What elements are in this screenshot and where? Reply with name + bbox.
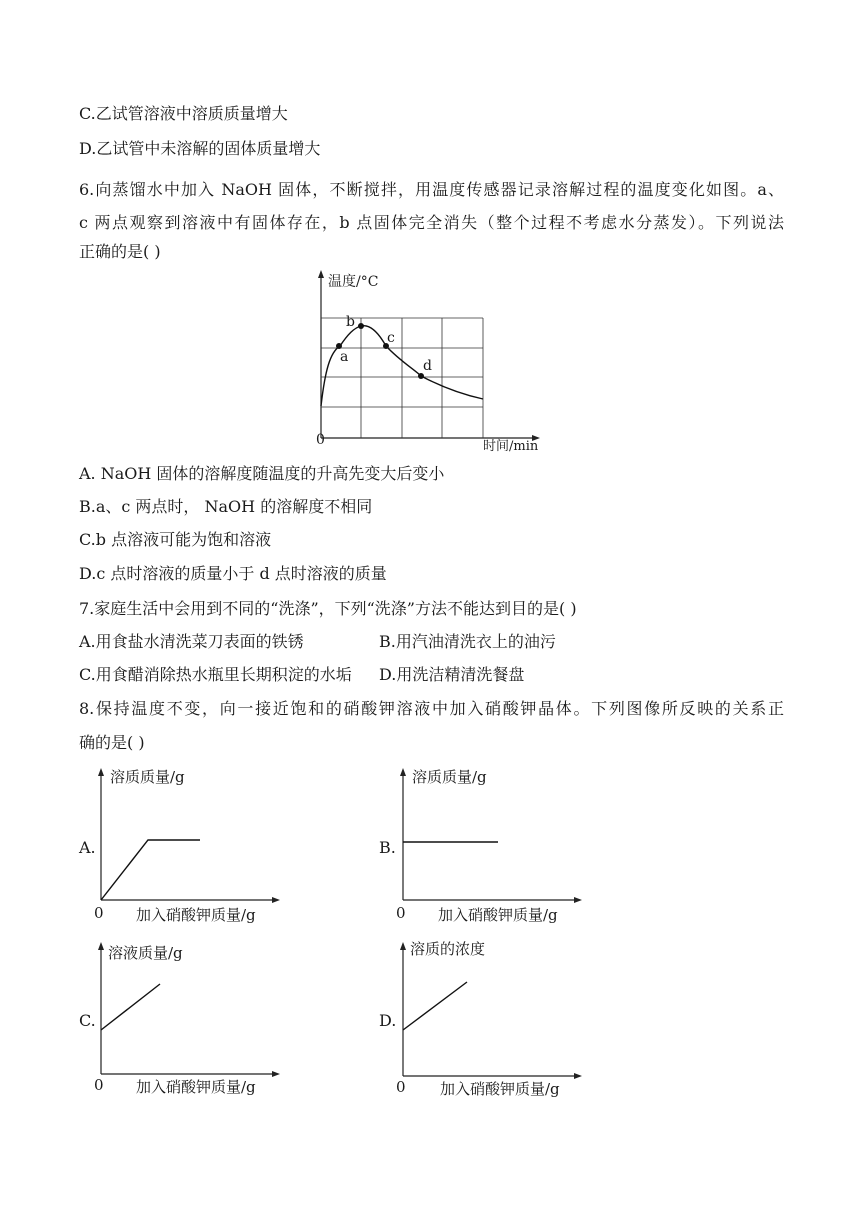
graph-c [90,936,290,1106]
x-axis-label: 时间/min [483,439,539,454]
origin-label: 0 [316,432,325,448]
q7-option-a: A.用食盐水清洗菜刀表面的铁锈 [79,632,304,651]
q6-stem-line1: 6.向蒸馏水中加入 NaOH 固体，不断搅拌，用温度传感器记录溶解过程的温度变化如图。a、 [79,180,784,199]
q6-option-b: B.a、c 两点时， NaOH 的溶解度不相同 [79,497,373,516]
graph-c-xlabel: 加入硝酸钾质量/g [136,1078,256,1096]
q6-temperature-chart [300,266,550,456]
point-c-label: c [387,330,395,346]
graph-d-xlabel: 加入硝酸钾质量/g [440,1080,560,1098]
q5-option-c: C.乙试管溶液中溶质质量增大 [79,104,288,123]
graph-d-origin: 0 [396,1078,406,1096]
graph-c-ylabel: 溶液质量/g [108,944,183,962]
q8-stem-line2: 确的是( ) [79,733,145,752]
graph-b-option: B. [379,838,396,857]
graph-d-line [403,982,467,1030]
graph-b [392,762,592,932]
q6-option-d: D.c 点时溶液的质量小于 d 点时溶液的质量 [79,564,387,583]
graph-a-origin: 0 [94,904,104,922]
q7-option-b: B.用汽油清洗衣上的油污 [379,632,556,651]
graph-d-ylabel: 溶质的浓度 [410,940,486,958]
q6-stem-line3: 正确的是( ) [79,242,161,261]
q5-option-d: D.乙试管中未溶解的固体质量增大 [79,139,321,158]
y-axis-label: 温度/°C [328,274,379,290]
point-b [358,323,364,329]
graph-b-ylabel: 溶质质量/g [412,768,487,786]
graph-a-line [101,840,200,900]
graph-a-ylabel: 溶质质量/g [110,768,185,786]
q6-stem-line2: c 两点观察到溶液中有固体存在，b 点固体完全消失（整个过程不考虑水分蒸发）。下列说法 [79,213,784,232]
graph-a-xlabel: 加入硝酸钾质量/g [136,906,256,924]
point-b-label: b [346,314,355,330]
graph-c-line [101,984,160,1030]
graph-d-option: D. [379,1011,397,1030]
graph-d [392,936,592,1106]
graph-c-option: C. [79,1011,96,1030]
grid [321,318,483,438]
graph-a [90,762,290,932]
q7-option-c: C.用食醋消除热水瓶里长期积淀的水垢 [79,665,352,684]
q6-option-a: A. NaOH 固体的溶解度随温度的升高先变大后变小 [79,464,445,483]
graph-c-origin: 0 [94,1076,104,1094]
q7-option-d: D.用洗洁精清洗餐盘 [379,665,525,684]
point-d-label: d [423,358,432,374]
q7-stem: 7.家庭生活中会用到不同的“洗涤”，下列“洗涤”方法不能达到目的是( ) [79,599,577,618]
graph-b-origin: 0 [396,904,406,922]
q8-stem-line1: 8.保持温度不变，向一接近饱和的硝酸钾溶液中加入硝酸钾晶体。下列图像所反映的关系正 [79,699,784,718]
graph-a-option: A. [79,838,96,857]
graph-b-xlabel: 加入硝酸钾质量/g [438,906,558,924]
y-axis-arrow [318,270,324,278]
point-a-label: a [340,349,349,365]
q6-option-c: C.b 点溶液可能为饱和溶液 [79,530,272,549]
